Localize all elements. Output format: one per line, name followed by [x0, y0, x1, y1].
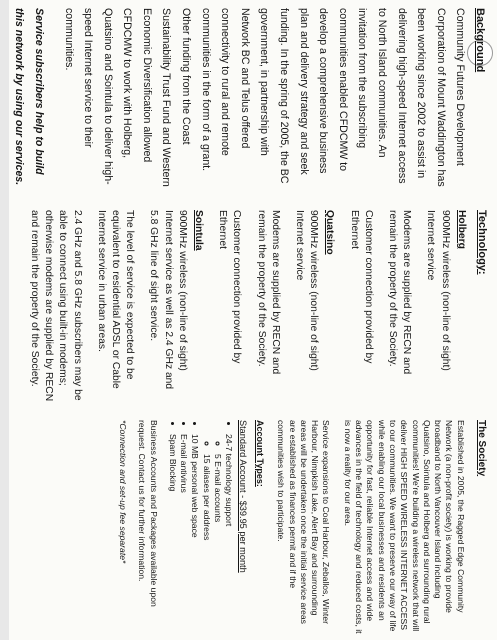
- technology-column: [6, 210, 489, 402]
- quatsino-para: Modems are supplied by RECN and remain the property of the Society.: [255, 210, 281, 375]
- quatsino-para: 900MHz wireless (non-line of sight) Internet service: [293, 210, 320, 371]
- holberg-para: Modems are supplied by RECN and remain the property of the Society.: [386, 210, 413, 375]
- society-column: [6, 420, 489, 634]
- quatsino-title: Quatsino: [324, 210, 336, 255]
- account-types-heading: Account Types:: [254, 420, 265, 487]
- sointula-title: Sointula: [192, 210, 204, 251]
- quatsino-para: Customer connection provided by Ethernet: [217, 210, 243, 364]
- support-item: 24-7 technology support: [224, 434, 235, 527]
- sointula-para: 2.4 GHz and 5.8 GHz subscribers may be able to connect using built-in modems; otherwise modems are supplied by RECN and remain the property of the Society.: [28, 210, 83, 402]
- society-heading: The Society: [476, 420, 487, 477]
- list-item: • E-mail antivirus: [178, 434, 189, 634]
- technology-heading: Technology:: [476, 210, 488, 275]
- sointula-para: 900MHz wireless (non-line of sight) Internet service as well as 2.4 GHz and 5.8 GHz line of sight service.: [148, 210, 188, 390]
- list-item: ◦ 5 E-mail accounts: [212, 454, 223, 634]
- list-item: [200, 434, 234, 634]
- holberg-para: Customer connection provided by Ethernet: [348, 210, 374, 364]
- account-feature-list: [167, 420, 235, 634]
- connection-fee-note: *Connection and set-up fee separate*: [117, 420, 128, 564]
- society-intro: Established in 2005, the Ragged Edge Community Network (a non-profit society) is working to provide broadband to North Vancouver Island including Quatsino, Sointula and Holberg and surrounding rural communities! We're building a wireless network that will deliver HIGH SPEED WIRELESS INTERNET ACCESS to our communities. We want to preserve our way of life while enabling our local businesses and residents an opportunity for fast, reliable Internet access and wide advances in the field of technology and reduced costs, it is now a reality for our area.: [342, 420, 466, 634]
- subscriber-closing: Service subscribers help to build this network by using our services.: [13, 8, 45, 186]
- list-item: • 10 MB personal web space: [189, 434, 200, 634]
- background-body: Community Futures Development Corporation of Mount Waddington has been working since 2002 to assist in delivering high-speed Internet access to North Island communities. An invitation from the subscribing communities enabled CFDCMW to develop a comprehensive business plan and delivery strategy and seek funding. In the spring of 2005, the BC government, in partnership with Network BC and Telus offered connectivity to rural and remote communities in the form of a grant. Other funding from the Coast Sustainability Trust Fund and Western Economic Diversification allowed CFDCMW to work with Holberg, Quatsino and Sointula to deliver high-speed Internet service to their communities.: [62, 8, 467, 187]
- background-heading: Background: [474, 8, 486, 73]
- business-accounts-note: Business Accounts and Packages available upon request. Contact us for further information.: [137, 420, 159, 607]
- sointula-para: The level of service is expected to be equivalent to residential ADSL or Cable Internet service in urban areas.: [95, 210, 136, 389]
- service-expansion: Service expansions to Coal Harbour, Zeballos, Winter Harbour, Nimpkish Lake, Alert Bay and surrounding areas will be undertaken once the initial service areas are established as finances permit and if the communities wish to participate.: [276, 420, 332, 624]
- support-sub-list: [200, 434, 223, 634]
- list-item: ◦ 15 aliases per address: [200, 454, 211, 634]
- background-column: [6, 8, 489, 194]
- standard-account-label: Standard Account - $39.95 per month: [237, 420, 248, 573]
- list-item: • Spam Blocking: [167, 434, 178, 634]
- holberg-title: Holberg: [455, 210, 467, 249]
- holberg-para: 900MHz wireless (non-line of sight) Internet service: [425, 210, 451, 371]
